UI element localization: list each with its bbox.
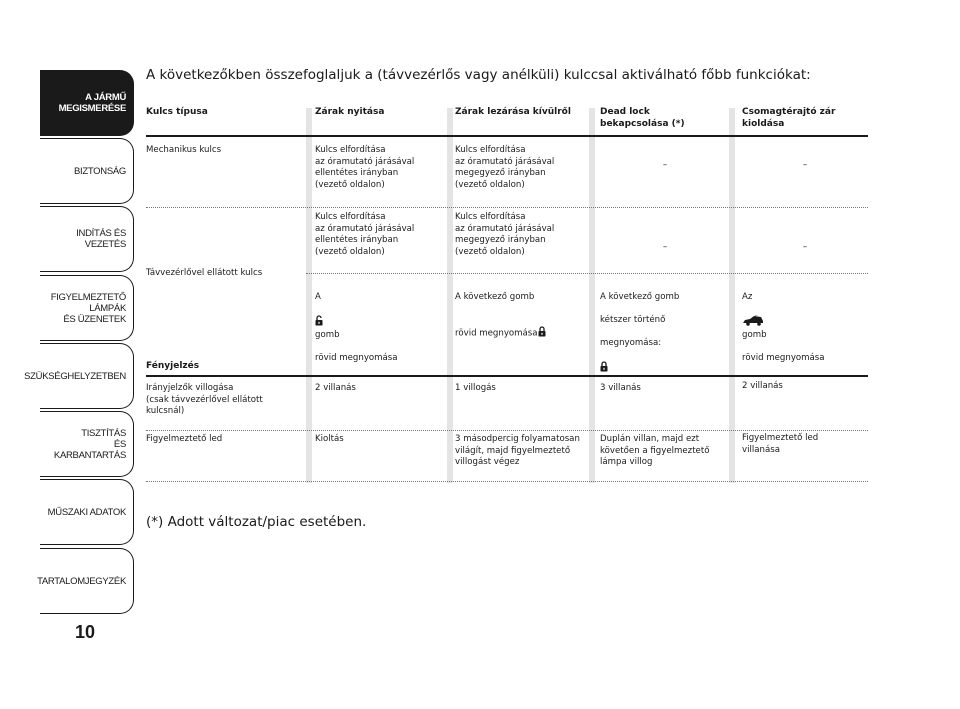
row-divider [146, 207, 868, 208]
text-suffix: gomb [315, 330, 340, 340]
tab-tisztitas-es-karbantartas[interactable]: TISZTÍTÁS ÉS KARBANTARTÁS [40, 411, 134, 477]
tab-tartalomjegyzek[interactable]: TARTALOMJEGYZÉK [40, 548, 134, 614]
cell-indicators-unlock: 2 villanás [315, 383, 356, 393]
row-divider [146, 481, 868, 482]
cell-led-dead-lock: Duplán villan, majd ezt követően a figyelmeztető lámpa villog [600, 434, 710, 467]
car-trunk-icon [742, 303, 764, 330]
tab-szukseghelyzetben[interactable]: SZÜKSÉGHELYZETBEN [40, 343, 134, 409]
section-label-light-signals: Fényjelzés [146, 361, 200, 371]
page-number: 10 [74, 622, 96, 642]
cell-mechanical-lock: Kulcs elfordítása az óramutató járásával megegyező irányban (vezető oldalon) [455, 145, 555, 190]
cell-remote-unlock-turn: Kulcs elfordítása az óramutató járásával ellentétes irányban (vezető oldalon) [315, 212, 415, 257]
header-dead-lock: Dead lock bekapcsolása (*) [600, 107, 685, 129]
cell-indicators-label: Irányjelzők villogása (csak távvezérlővel ellátott kulcsnál) [146, 383, 263, 416]
intro-text: A következőkben összefoglaljuk a (távvezérlős vagy anélküli) kulccsal aktiválható főbb funkciókat: [146, 67, 811, 83]
tab-figyelmezteto-lampak[interactable]: FIGYELMEZTETŐ LÁMPÁK ÉS ÜZENETEK [40, 275, 134, 341]
text-prefix: A [315, 291, 321, 302]
cell-mechanical-unlock: Kulcs elfordítása az óramutató járásával ellentétes irányban (vezető oldalon) [315, 145, 415, 190]
padlock-open-icon [315, 303, 323, 330]
cell-led-unlock: Kioltás [315, 434, 344, 444]
text-line3: megnyomása: [600, 337, 662, 348]
cell-indicators-trunk: 2 villanás [742, 381, 783, 391]
cell-remote-lock-turn: Kulcs elfordítása az óramutató járásával megegyező irányban (vezető oldalon) [455, 212, 555, 257]
cell-mechanical-key-type: Mechanikus kulcs [146, 145, 222, 155]
text-line1: A következő gomb [455, 291, 535, 302]
section-rule [146, 375, 868, 377]
cell-mechanical-dead-lock: – [662, 160, 668, 170]
cell-remote-dead-lock-turn: – [662, 242, 668, 252]
column-separator [589, 108, 595, 483]
header-trunk: Csomagtérajtó zár kioldása [742, 107, 836, 129]
footnote: (*) Adott változat/piac esetében. [146, 514, 367, 530]
cell-led-lock: 3 másodpercig folyamatosan világít, majd figyelmeztető villogást végez [455, 434, 580, 467]
header-lock-outside: Zárak lezárása kívülről [455, 107, 571, 117]
tab-inditas-es-vezetes[interactable]: INDÍTÁS ÉS VEZETÉS [40, 206, 134, 272]
cell-indicators-dead-lock: 3 villanás [600, 383, 641, 393]
text-line2: kétszer történő [600, 314, 666, 325]
cell-remote-dead-lock-button [600, 280, 679, 376]
padlock-closed-icon [600, 349, 608, 376]
cell-remote-trunk-button [742, 280, 825, 365]
column-separator [306, 108, 312, 483]
row-divider [306, 273, 868, 274]
cell-remote-lock-button [455, 280, 546, 342]
text-line2: rövid megnyomása [315, 353, 398, 363]
padlock-closed-icon [538, 315, 546, 342]
text-line1: A következő gomb [600, 291, 680, 302]
cell-led-label: Figyelmeztető led [146, 434, 223, 444]
tab-biztonsag[interactable]: BIZTONSÁG [40, 138, 134, 204]
cell-remote-unlock-button [315, 280, 398, 365]
cell-remote-trunk-turn: – [802, 242, 808, 252]
text-suffix: gomb [742, 330, 767, 340]
header-key-type: Kulcs típusa [146, 107, 208, 117]
cell-remote-key-type: Távvezérlővel ellátott kulcs [146, 268, 263, 278]
row-divider [146, 430, 868, 431]
header-rule [146, 135, 868, 137]
key-functions-table [146, 104, 868, 484]
text-line2: rövid megnyomása [742, 353, 825, 363]
tab-jarmu-megismerese[interactable]: A JÁRMŰ MEGISMERÉSE [40, 70, 134, 136]
cell-led-trunk: Figyelmeztető led villanása [742, 433, 819, 455]
tab-muszaki-adatok[interactable]: MŰSZAKI ADATOK [40, 479, 134, 545]
cell-mechanical-trunk: – [802, 160, 808, 170]
text-prefix: Az [742, 291, 753, 302]
text-line2: rövid megnyomása [455, 328, 538, 338]
cell-indicators-lock: 1 villogás [455, 383, 496, 393]
header-unlock: Zárak nyitása [315, 107, 385, 117]
column-separator [447, 108, 453, 483]
